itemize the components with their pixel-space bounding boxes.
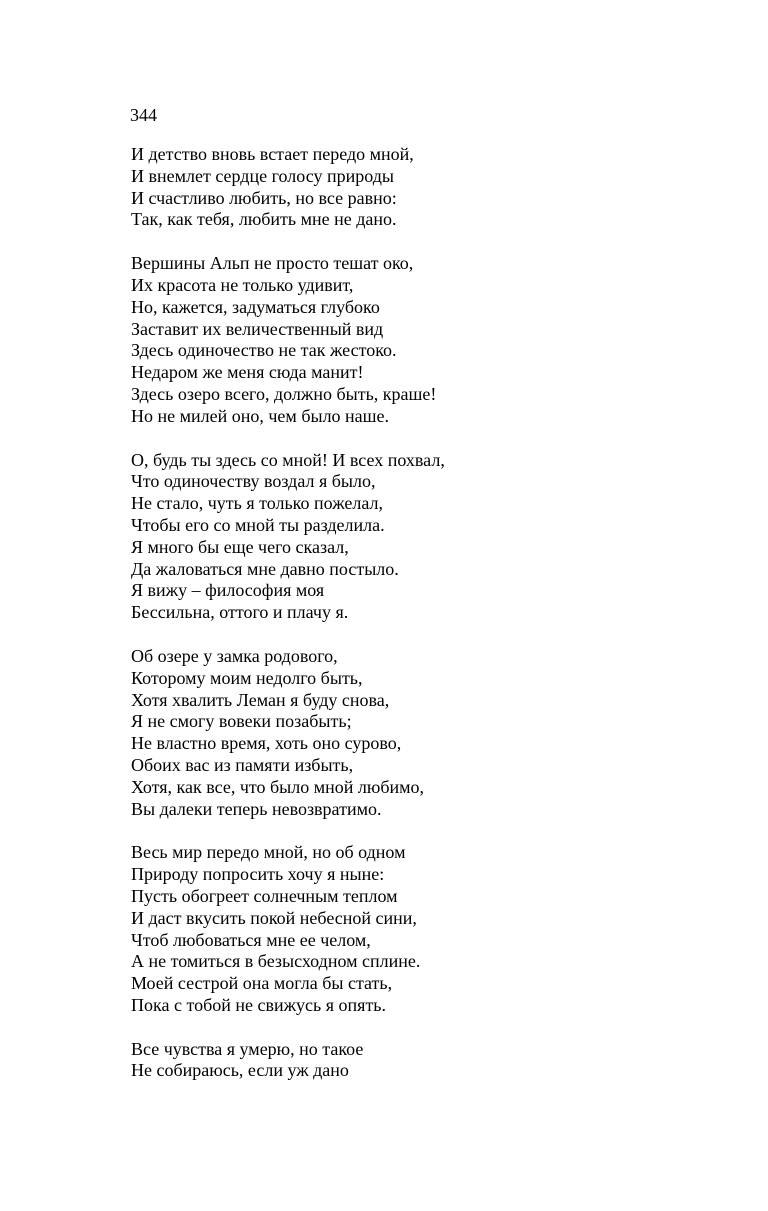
stanza (131, 253, 731, 427)
poem-line: Которому моим недолго быть, (131, 667, 363, 688)
poem-line: Что одиночеству воздал я было, (131, 471, 376, 492)
page-number: 344 (130, 105, 157, 125)
poem-line: Здесь озеро всего, должно быть, краше! (131, 383, 437, 404)
poem-line: Недаром же меня сюда манит! (131, 362, 364, 383)
stanza (131, 646, 731, 820)
poem-line: И счастливо любить, но все равно: (131, 187, 397, 208)
poem-line: Я не смогу вовеки позабыть; (131, 711, 352, 732)
poem-line: Природу попросить хочу я ныне: (131, 864, 385, 885)
poem-text (131, 144, 731, 1104)
poem-line: Здесь одиночество не так жестоко. (131, 340, 397, 361)
poem-line: Но не милей оно, чем было наше. (131, 405, 390, 426)
poem-line: Моей сестрой она могла бы стать, (131, 973, 393, 994)
poem-line: Я вижу – философия моя (131, 580, 325, 601)
poem-line: Не стало, чуть я только пожелал, (131, 493, 383, 514)
poem-line: Не властно время, хоть оно сурово, (131, 733, 402, 754)
poem-line: Не собираюсь, если уж дано (131, 1060, 349, 1081)
poem-line: Да жаловаться мне давно постыло. (131, 558, 399, 579)
poem-line: А не томиться в безысходном сплине. (131, 951, 421, 972)
poem-line: Их красота не только удивит, (131, 274, 354, 295)
poem-line: Все чувства я умерю, но такое (131, 1038, 364, 1059)
poem-line: Так, как тебя, любить мне не дано. (131, 209, 397, 230)
poem-line: Пусть обогреет солнечным теплом (131, 885, 398, 906)
poem-line: Об озере у замка родового, (131, 645, 338, 666)
poem-line: О, будь ты здесь со мной! И всех похвал, (131, 449, 445, 470)
stanza (131, 842, 731, 1016)
poem-line: Весь мир передо мной, но об одном (131, 842, 406, 863)
poem-line: Хотя, как все, что было мной любимо, (131, 776, 425, 797)
poem-line: И детство вновь встает передо мной, (131, 144, 414, 164)
poem-line: Заставит их величественный вид (131, 318, 384, 339)
poem-line: Чтоб любоваться мне ее челом, (131, 929, 371, 950)
stanza (131, 1039, 731, 1083)
poem-line: Пока с тобой не свижусь я опять. (131, 994, 387, 1015)
poem-line: Обоих вас из памяти избыть, (131, 754, 354, 775)
poem-line: Вы далеки теперь невозвратимо. (131, 798, 382, 819)
poem-line: Вершины Альп не просто тешат око, (131, 253, 414, 274)
poem-line: Чтобы его со мной ты разделила. (131, 514, 385, 535)
poem-line: Но, кажется, задуматься глубоко (131, 296, 380, 317)
poem-line: И внемлет сердце голосу природы (131, 165, 394, 186)
poem-line: Хотя хвалить Леман я буду снова, (131, 689, 390, 710)
stanza (131, 144, 731, 231)
stanza (131, 450, 731, 624)
poem-line: Бессильна, оттого и плачу я. (131, 602, 349, 623)
poem-line: И даст вкусить покой небесной сини, (131, 907, 417, 928)
poem-line: Я много бы еще чего сказал, (131, 536, 349, 557)
